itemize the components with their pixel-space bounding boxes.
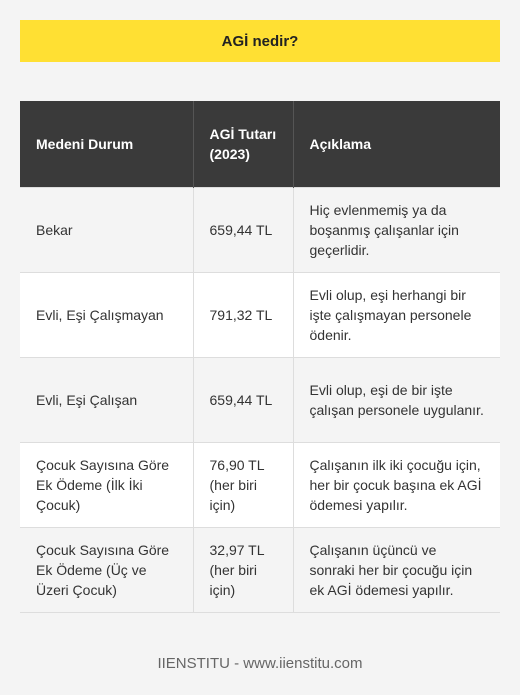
table-row xyxy=(20,188,500,273)
table-row xyxy=(20,273,500,358)
cell-description: Çalışanın ilk iki çocuğu için, her bir çocuk başına ek AGİ ödemesi yapılır. xyxy=(293,443,500,528)
cell-description: Evli olup, eşi herhangi bir işte çalışmayan personele ödenir. xyxy=(293,273,500,358)
cell-amount: 76,90 TL (her biri için) xyxy=(193,443,293,528)
title-banner xyxy=(20,20,500,62)
header-agi-amount: AGİ Tutarı (2023) xyxy=(193,101,293,188)
footer-credit: IIENSTITU - www.iienstitu.com xyxy=(157,655,363,672)
cell-description: Evli olup, eşi de bir işte çalışan personele uygulanır. xyxy=(293,358,500,443)
cell-amount: 659,44 TL xyxy=(193,358,293,443)
cell-amount: 791,32 TL xyxy=(193,273,293,358)
header-description: Açıklama xyxy=(293,101,500,188)
cell-description: Hiç evlenmemiş ya da boşanmış çalışanlar için geçerlidir. xyxy=(293,188,500,273)
cell-marital-status: Çocuk Sayısına Göre Ek Ödeme (Üç ve Üzeri Çocuk) xyxy=(20,528,193,613)
cell-marital-status: Evli, Eşi Çalışan xyxy=(20,358,193,443)
cell-marital-status: Evli, Eşi Çalışmayan xyxy=(20,273,193,358)
cell-description: Çalışanın üçüncü ve sonraki her bir çocuğu için ek AGİ ödemesi yapılır. xyxy=(293,528,500,613)
table-row xyxy=(20,528,500,613)
cell-amount: 659,44 TL xyxy=(193,188,293,273)
table-header-row xyxy=(20,101,500,188)
header-marital-status: Medeni Durum xyxy=(20,101,193,188)
cell-marital-status: Çocuk Sayısına Göre Ek Ödeme (İlk İki Çocuk) xyxy=(20,443,193,528)
table-row xyxy=(20,443,500,528)
table-row xyxy=(20,358,500,443)
cell-marital-status: Bekar xyxy=(20,188,193,273)
agi-table xyxy=(20,101,500,613)
page-title: AGİ nedir? xyxy=(221,32,299,50)
cell-amount: 32,97 TL (her biri için) xyxy=(193,528,293,613)
